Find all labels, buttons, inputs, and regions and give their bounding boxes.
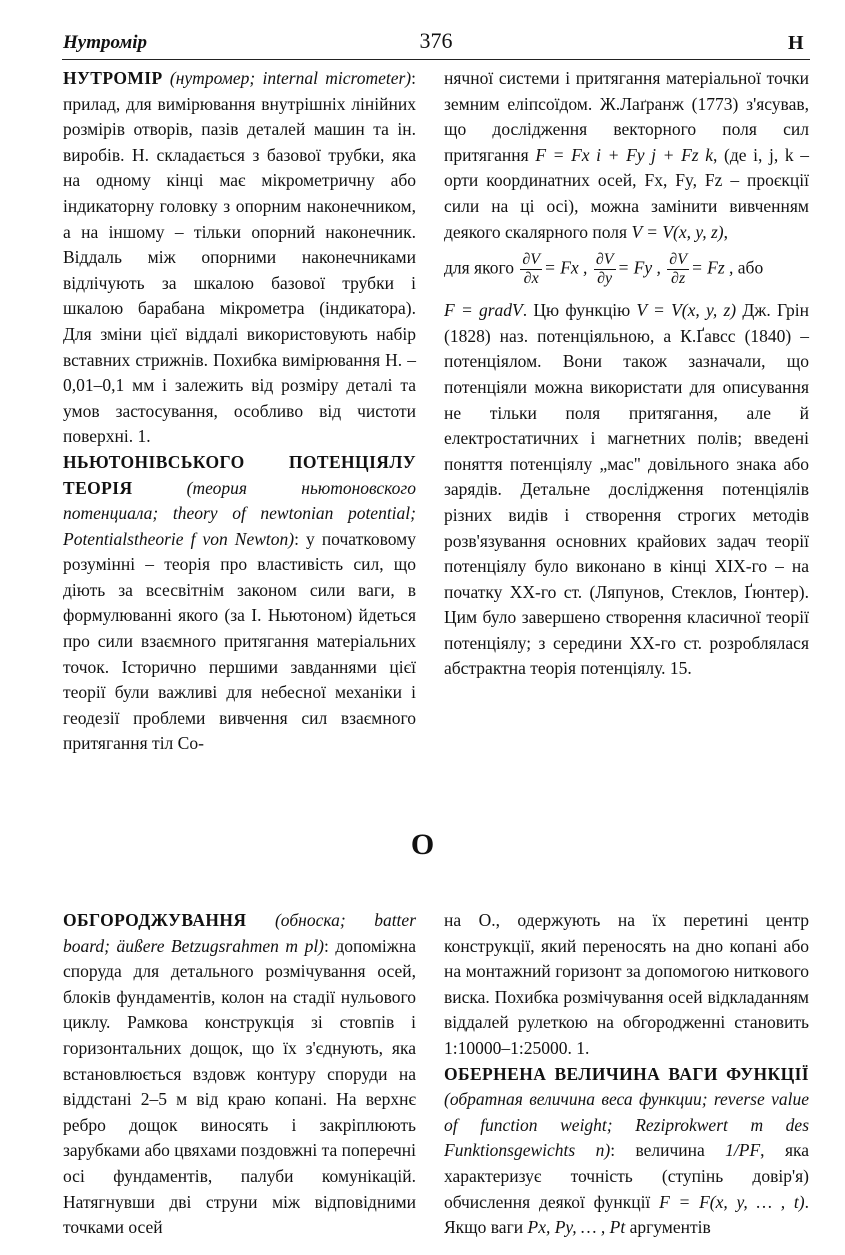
text-this-function: . Цю функцію: [522, 300, 631, 321]
definition-newton-part2: нячної системи і притягання матеріальної точки земним еліпсоїдом. Ж.Лаґранж (1773) з'ясував, що дослідження векторного поля сил притягання: [444, 68, 809, 165]
column-left-top: [63, 66, 416, 757]
fraction-rhs-z: = Fz ,: [690, 257, 734, 278]
entry-newton: [63, 450, 416, 757]
entry-newton-continued: нячної системи і притягання матеріальної точки земним еліпсоїдом. Ж.Лаґранж (1773) з'ясував, що дослідження векторного поля сил притягання F = Fx i + Fy j + Fz k, (де i, j, k – орти координатних осей, Fx, Fy, Fz – проєкції сили на ці осі), можна замінити вивченням деякого скалярного поля V = V(x, y, z),: [444, 68, 809, 242]
definition-obhorodzhuvannia-part2: на О., одержують на їх перетині центр конструкції, який переносять на дно копані або на монтажний горизонт за допомогою ниткового виска. Похибка розмічування осей відкладанням віддалей рулеткою на обгородженні становить 1:10000–1:25000. 1.: [444, 910, 809, 1058]
alt-terms-obernena: (обратная величина веса функции; reverse value of function weight; Reziprokwert m des Funktionsgewichts n): [444, 1089, 809, 1161]
formula-force-vector: F = Fx i + Fy j + Fz k: [535, 144, 713, 165]
headword-nutromir: НУТРОМІР: [63, 68, 163, 88]
fraction-dv-dx: $\frac{\partial V}{\partial x}$: [522, 251, 541, 288]
definition-obernena-part2: , яка характеризує точність (ступінь довір'я) обчислення деякої функції: [444, 1140, 809, 1212]
text-or: або: [737, 257, 764, 278]
definition-newton-part4: Дж. Грін (1828) наз. потенціяльною, а К.Ґавсс (1840) – потенціялом. Вони також зазначали, що потенціяли можна використати для описування не тільки поля притягання, але й електростатичних і магнетних полів; введені поняття потенціялу „мас" довільного знака або зарядів. Детальне дослідження потенціялів різних видів і створення строгих методів розв'язування основних крайових задач теорії потенціялу було виконано в кінці XIX-го – на початку XX-го ст. (Ляпунов, Стеклов, Ґюнтер). Цим було завершено створення класичної теорії потенціялу; з середини XX-го ст. розроблялася абстрактна теорія потенціялу. 15.: [444, 300, 809, 679]
definition-obernena-part3: . Якщо ваги: [444, 1191, 809, 1238]
running-head: Нутромір: [63, 32, 148, 53]
entry-obernena: [444, 1062, 809, 1241]
alt-terms-nutromir: (нутромер; internal micrometer): [169, 68, 412, 88]
formula-scalar-field-2: V = V(x, y, z): [636, 300, 737, 321]
formula-scalar-field: V = V(x, y, z): [631, 221, 724, 242]
formula-inverse-weight: 1/PF: [725, 1140, 761, 1161]
text-for-which: для якого: [444, 257, 514, 278]
formula-function: F = F(x, y, … , t): [659, 1191, 805, 1212]
column-right-bottom: [444, 908, 809, 1241]
headword-obhorodzhuvannia: ОБГОРОДЖУВАННЯ: [63, 910, 247, 930]
formula-gradient: F = gradV: [444, 300, 523, 321]
formula-weights: Px, Py, … , Pt: [527, 1217, 626, 1238]
header-rule: [62, 59, 810, 60]
section-letter-header: Н: [788, 32, 804, 54]
fraction-dv-dy: $\frac{\partial V}{\partial y}$: [595, 251, 614, 288]
entry-newton-end: [444, 298, 809, 682]
fraction-rhs-y: = Fy ,: [617, 257, 661, 278]
section-letter-o: О: [410, 828, 435, 861]
page-header: [0, 0, 845, 60]
headword-obernena: ОБЕРНЕНА ВЕЛИЧИНА ВАГИ ФУНКЦІЇ: [444, 1063, 809, 1084]
alt-terms-obhorodzhuvannia: (обноска; batter board; äußere Betzugsrahmen m pl): [63, 910, 417, 956]
formula-partials-line: [444, 251, 809, 288]
entry-obhorodzhuvannia-continued: [444, 908, 809, 1062]
fraction-rhs-x: = Fx ,: [544, 257, 588, 278]
definition-obernena-part4: аргументів: [629, 1217, 711, 1238]
column-left-bottom: [63, 908, 416, 1241]
page-number: 376: [419, 28, 453, 53]
alt-terms-newton: (теория ньютоновского потенциала; theory of newtonian potential; Potentialstheorie f von Newton): [63, 477, 417, 549]
definition-obhorodzhuvannia-part1: : допоміжна споруда для детального розмічування осей, блоків фундаментів, колон на стадії нульового циклу. Рамкова конструкція зі стовпів і горизонтальних дощок, що їх з'єднують, яка встановлюється вздовж контуру споруди на віддстані 2–5 м від краю копані. На верхнє ребро дощок виносять і закріплюють зарубками або цвяхами поздовжні та поперечні осі фундаментів, палуби комунікацій. Натягнувши дві струни між відповідними точками осей: [63, 935, 416, 1238]
definition-nutromir: : прилад, для вимірювання внутрішніх лінійних розмірів отворів, пазів деталей машин та ін. виробів. Н. складається з базової трубки, яка на одному кінці має мікрометричну або індикаторну головку з опорним наконечником, а на іншому – тільки опорний наконечник. Віддаль між опорними наконечниками відлічують за шкалою базової трубки і шкалою барабана мікрометра (індикатора). Для зміни цієї віддалі використовують набір вставних стрижнів. Похибка вимірювання Н. – 0,01–0,1 мм і залежить від розміру деталі та умов застосування, особливо від чистоти поверхні. 1.: [63, 68, 417, 447]
definition-newton-part3: , (де i, j, k – орти координатних осей, Fx, Fy, Fz – проєкції сили на ці осі), можна замінити вивченням деякого скалярного поля: [444, 144, 809, 242]
column-right-top: [444, 66, 809, 682]
headword-newton: НЬЮТОНІВСЬКОГО ПОТЕНЦІЯЛУ ТЕОРІЯ: [63, 451, 416, 498]
definition-obernena-part1: : величина: [610, 1140, 705, 1161]
fraction-dv-dz: $\frac{\partial V}{\partial z}$: [669, 251, 687, 288]
definition-newton-part1: : у початковому розумінні – теорія про властивість сил, що діють за всесвітнім законом сили ваги, в формулюванні якого (за І. Ньютоном) йдеться про сили взаємного притягання матеріальних точок. Історично першими завданнями цієї теорії були важливі для небесної механіки і геодезії проблеми вивчення сил взаємного притягання тіл Со-: [63, 528, 416, 754]
entry-nutromir: [63, 66, 416, 450]
entry-obhorodzhuvannia: [63, 908, 416, 1241]
